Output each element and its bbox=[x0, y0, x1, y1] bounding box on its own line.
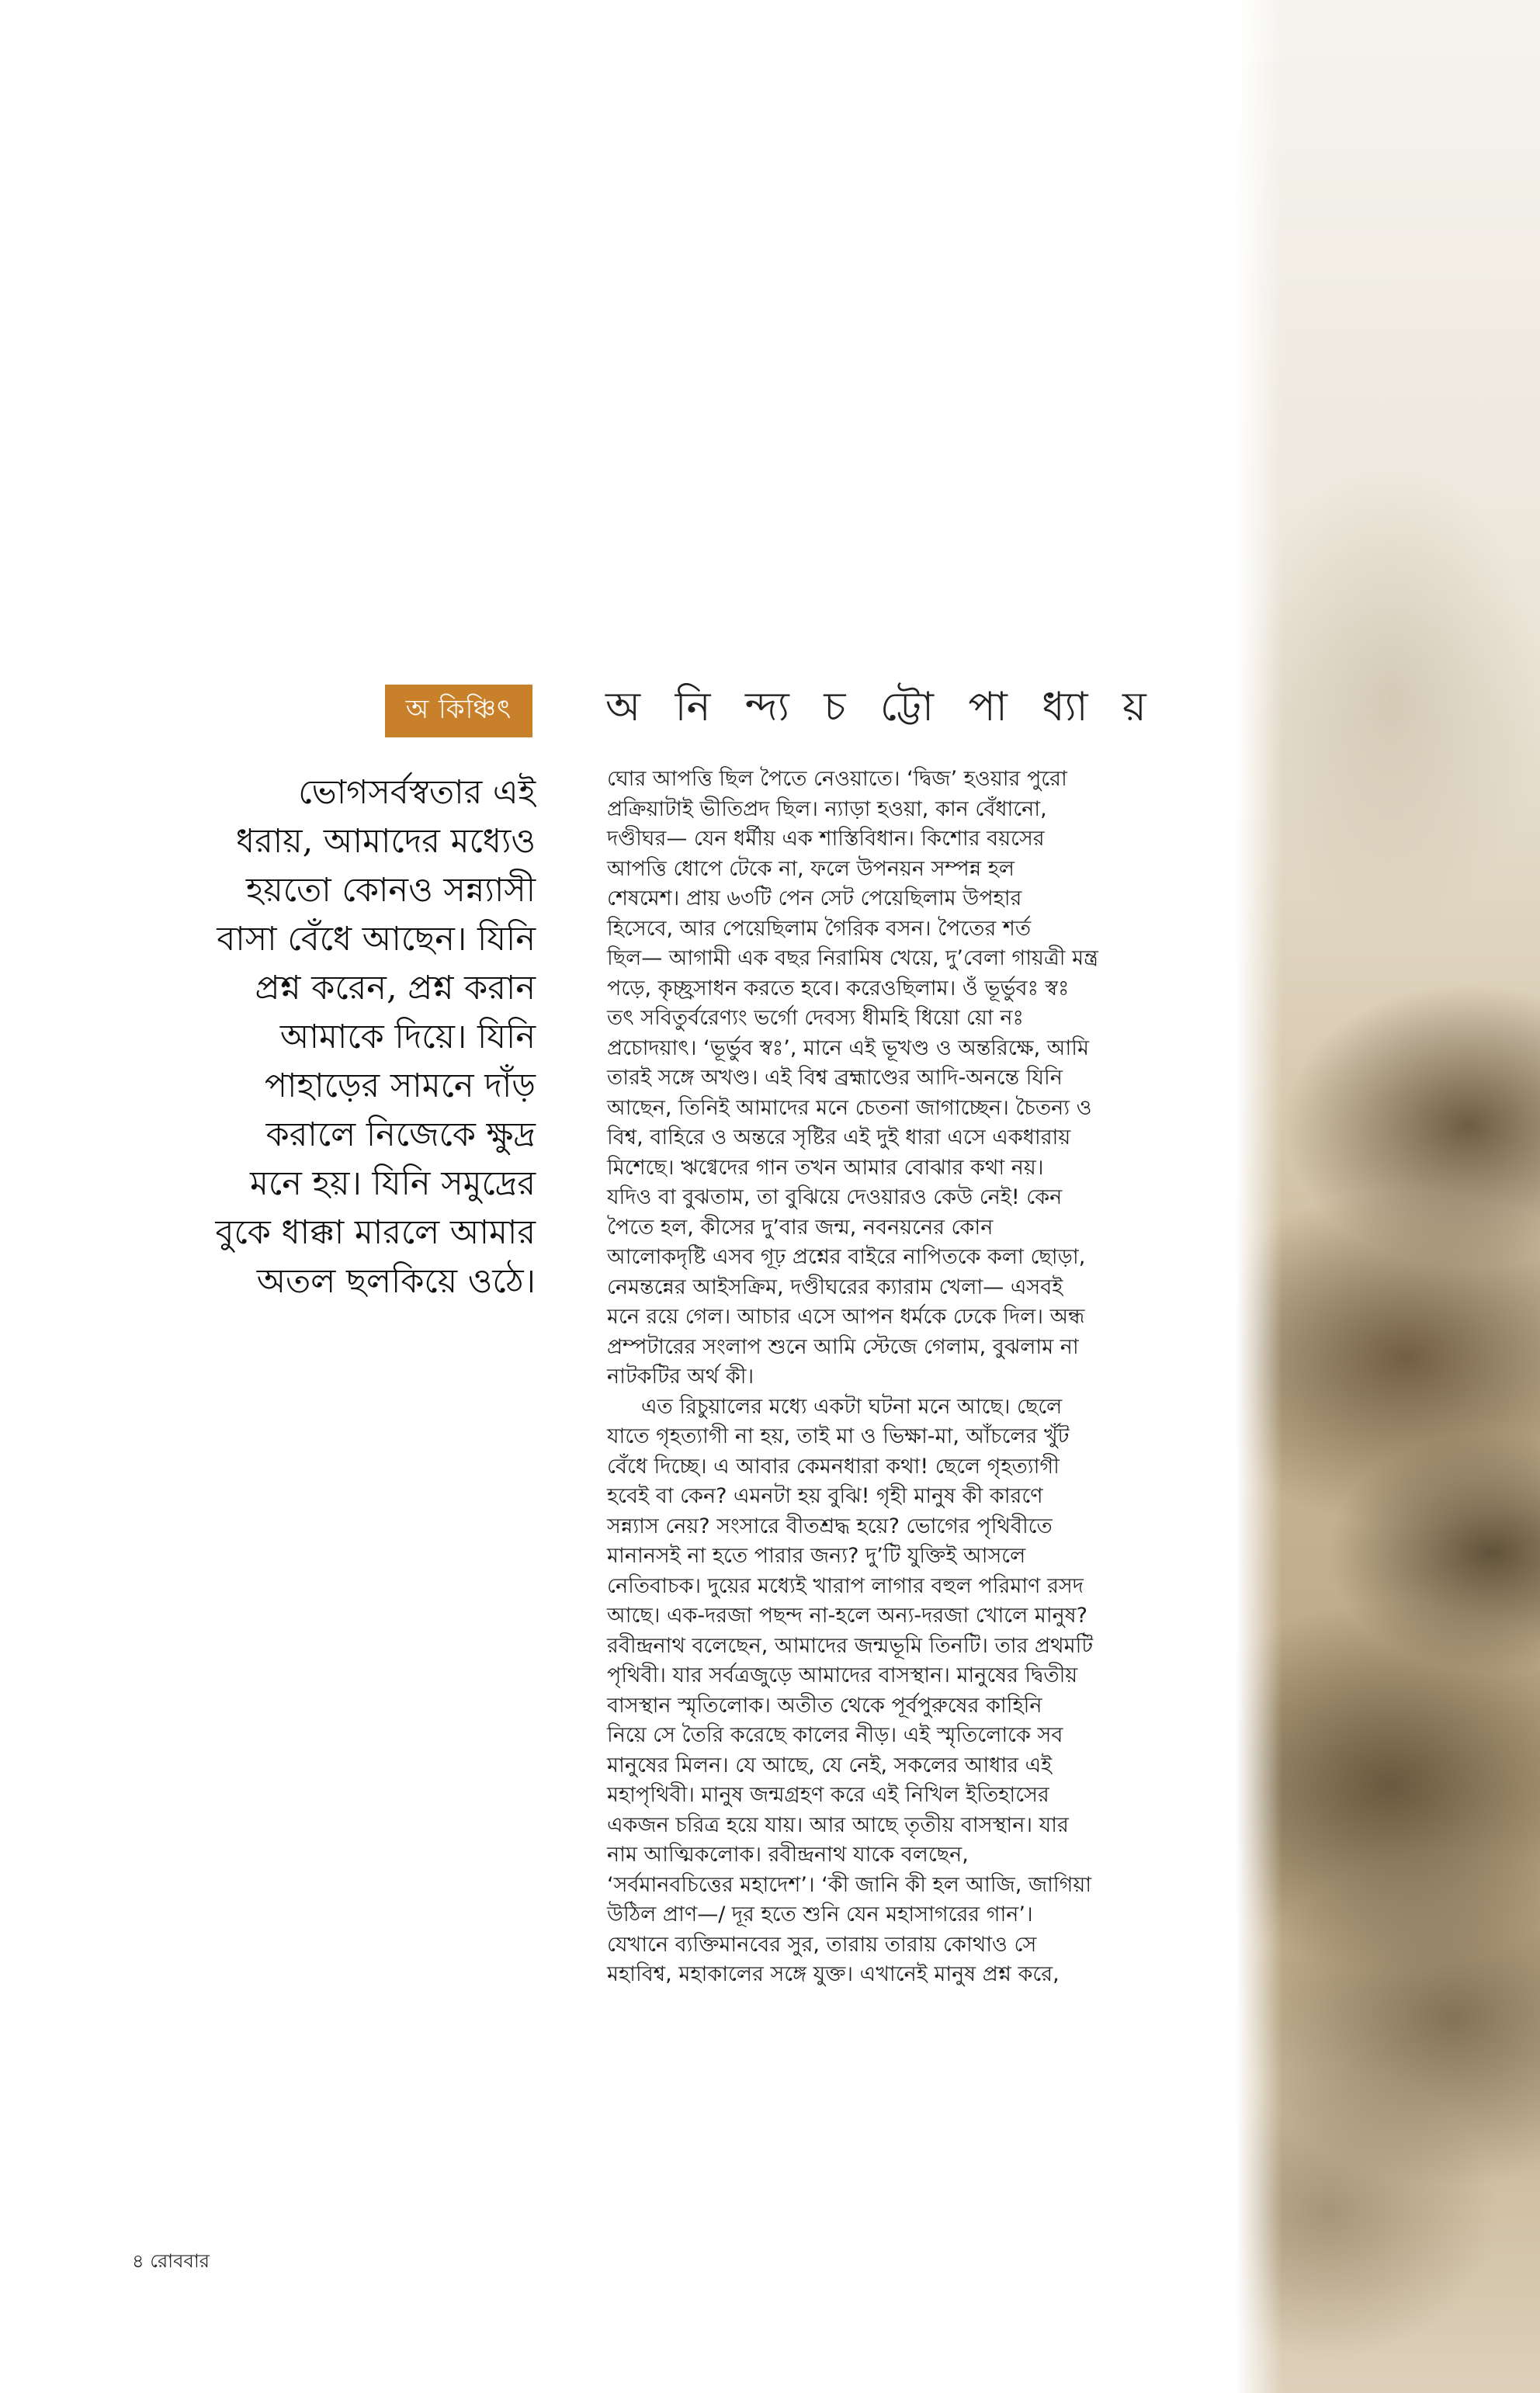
pull-quote-line: আমাকে দিয়ে। যিনি bbox=[279, 1018, 536, 1056]
page-folio: ৪ রোববার bbox=[132, 2250, 210, 2272]
body-line: আছেন, তিনিই আমাদের মনে চেতনা জাগাচ্ছেন। চৈতন্য ও bbox=[607, 1095, 1092, 1120]
body-line: এত রিচুয়ালের মধ্যে একটা ঘটনা মনে আছে। ছেলে bbox=[641, 1394, 1063, 1419]
body-line: মনে রয়ে গেল। আচার এসে আপন ধর্মকে ঢেকে দিল। অন্ধ bbox=[607, 1305, 1085, 1329]
body-line: মিশেছে। ঋগ্বেদের গান তখন আমার বোঝার কথা নয়। bbox=[607, 1155, 1044, 1180]
body-line: নিয়ে সে তৈরি করেছে কালের নীড়। এই স্মৃতিলোকে সব bbox=[607, 1723, 1063, 1747]
body-line: নেমন্তন্নের আইসক্রিম, দণ্ডীঘরের ক্যারাম খেলা— এসবই bbox=[607, 1275, 1063, 1299]
body-line: প্রচোদয়াৎ। ‘ভূর্ভুব স্বঃ’, মানে এই ভূখণ্ড ও অন্তরিক্ষে, আমি bbox=[607, 1035, 1089, 1060]
body-line: ঘোর আপত্তি ছিল পৈতে নেওয়াতে। ‘দ্বিজ’ হওয়ার পুরো bbox=[607, 767, 1067, 791]
paragraph-1 bbox=[607, 765, 1181, 1392]
body-line: তৎ সবিতুর্বরেণ্যং ভর্গো দেবস্য ধীমহি ধিয়ো য়ো নঃ bbox=[607, 1006, 1024, 1030]
body-line: নেতিবাচক। দুয়ের মধ্যেই খারাপ লাগার বহুল পরিমাণ রসদ bbox=[607, 1573, 1084, 1598]
body-line: যদিও বা বুঝতাম, তা বুঝিয়ে দেওয়ারও কেউ নেই! কেন bbox=[607, 1185, 1063, 1209]
pull-quote-line: পাহাড়ের সামনে দাঁড় bbox=[264, 1066, 536, 1105]
body-line: মহাপৃথিবী। মানুষ জন্মগ্রহণ করে এই নিখিল ইতিহাসের bbox=[607, 1783, 1049, 1807]
body-line: সন্ন্যাস নেয়? সংসারে বীতশ্রদ্ধ হয়ে? ভোগের পৃথিবীতে bbox=[607, 1514, 1053, 1538]
pull-quote-line: ধরায়, আমাদের মধ্যেও bbox=[236, 822, 536, 861]
section-tag: অ কিঞ্চিৎ bbox=[385, 685, 532, 737]
body-line: প্রম্পটারের সংলাপ শুনে আমি স্টেজে গেলাম, বুঝলাম না bbox=[607, 1334, 1079, 1359]
article-body bbox=[607, 765, 1181, 1990]
author-byline: অ নি ন্দ্য চ ট্টো পা ধ্যা য় bbox=[605, 684, 1157, 730]
body-line: তারই সঙ্গে অখণ্ড। এই বিশ্ব ব্রহ্মাণ্ডের আদি-অনন্তে যিনি bbox=[607, 1066, 1063, 1090]
pull-quote-line: বাসা বেঁধে আছেন। যিনি bbox=[217, 920, 536, 959]
pull-quote bbox=[101, 768, 536, 1306]
body-line: দণ্ডীঘর— যেন ধর্মীয় এক শাস্তিবিধান। কিশোর বয়সের bbox=[607, 827, 1045, 851]
body-line: আপত্তি ধোপে টেকে না, ফলে উপনয়ন সম্পন্ন হল bbox=[607, 856, 1015, 881]
paragraph-2 bbox=[607, 1392, 1181, 1990]
body-line: প্রক্রিয়াটাই ভীতিপ্রদ ছিল। ন্যাড়া হওয়া, কান বেঁধানো, bbox=[607, 796, 1047, 821]
body-line: একজন চরিত্র হয়ে যায়। আর আছে তৃতীয় বাসস্থান। যার bbox=[607, 1812, 1069, 1837]
body-line: হিসেবে, আর পেয়েছিলাম গৈরিক বসন। পৈতের শর্ত bbox=[607, 916, 1032, 941]
body-line: বেঁধে দিচ্ছে। এ আবার কেমনধারা কথা! ছেলে গৃহত্যাগী bbox=[607, 1454, 1060, 1479]
body-line: হবেই বা কেন? এমনটা হয় বুঝি! গৃহী মানুষ কী কারণে bbox=[607, 1484, 1043, 1508]
body-line: যেখানে ব্যক্তিমানবের সুর, তারায় তারায় কোথাও সে bbox=[607, 1932, 1037, 1957]
body-line: উঠিল প্রাণ—/ দূর হতে শুনি যেন মহাসাগরের গান’। bbox=[607, 1902, 1033, 1927]
body-line: আছে। এক-দরজা পছন্দ না-হলে অন্য-দরজা খোলে মানুষ? bbox=[607, 1604, 1087, 1628]
body-line: রবীন্দ্রনাথ বলেছেন, আমাদের জন্মভূমি তিনটি। তার প্রথমটি bbox=[607, 1633, 1094, 1658]
body-line: ছিল— আগামী এক বছর নিরামিষ খেয়ে, দু’বেলা গায়ত্রী মন্ত্র bbox=[607, 946, 1098, 970]
body-line: মানুষের মিলন। যে আছে, যে নেই, সকলের আধার এই bbox=[607, 1753, 1053, 1777]
body-line: পৈতে হল, কীসের দু’বার জন্ম, নবনয়নের কোন bbox=[607, 1215, 994, 1240]
body-line: পড়ে, কৃচ্ছ্রসাধন করতে হবে। করেওছিলাম। ওঁ ভূর্ভুবঃ স্বঃ bbox=[607, 976, 1070, 1001]
pull-quote-line: ভোগসর্বস্বতার এই bbox=[298, 773, 536, 812]
body-line: বাসস্থান স্মৃতিলোক। অতীত থেকে পূর্বপুরুষের কাহিনি bbox=[607, 1693, 1042, 1718]
body-line: পৃথিবী। যার সর্বত্রজুড়ে আমাদের বাসস্থান। মানুষের দ্বিতীয় bbox=[607, 1663, 1078, 1687]
body-line: শেষমেশ। প্রায় ৬৩টি পেন সেট পেয়েছিলাম উপহার bbox=[607, 886, 1022, 910]
body-line: মহাবিশ্ব, মহাকালের সঙ্গে যুক্ত। এখানেই মানুষ প্রশ্ন করে, bbox=[607, 1962, 1060, 1986]
pull-quote-line: হয়তো কোনও সন্ন্যাসী bbox=[245, 871, 536, 910]
side-photograph bbox=[1236, 0, 1540, 2393]
pull-quote-line: মনে হয়। যিনি সমুদ্রের bbox=[250, 1164, 536, 1203]
pull-quote-line: অতল ছলকিয়ে ওঠে। bbox=[256, 1262, 536, 1301]
body-line: ‘সর্বমানবচিত্তের মহাদেশ’। ‘কী জানি কী হল আজি, জাগিয়া bbox=[607, 1872, 1092, 1897]
pull-quote-line: বুকে ধাক্কা মারলে আমার bbox=[215, 1213, 536, 1252]
body-line: আলোকদৃষ্টি এসব গূঢ় প্রশ্নের বাইরে নাপিতকে কলা ছোড়া, bbox=[607, 1245, 1086, 1269]
pull-quote-line: প্রশ্ন করেন, প্রশ্ন করান bbox=[255, 969, 536, 1007]
body-line: যাতে গৃহত্যাগী না হয়, তাই মা ও ভিক্ষা-মা, আঁচলের খুঁট bbox=[607, 1424, 1070, 1448]
pull-quote-line: করালে নিজেকে ক্ষুদ্র bbox=[265, 1115, 536, 1154]
body-line: নাটকটির অর্থ কী। bbox=[607, 1365, 754, 1389]
body-line: বিশ্ব, বাহিরে ও অন্তরে সৃষ্টির এই দুই ধারা এসে একধারায় bbox=[607, 1125, 1071, 1150]
body-line: নাম আত্মিকলোক। রবীন্দ্রনাথ যাকে বলছেন, bbox=[607, 1843, 969, 1867]
body-line: মানানসই না হতে পারার জন্য? দু’টি যুক্তিই আসলে bbox=[607, 1544, 1026, 1568]
